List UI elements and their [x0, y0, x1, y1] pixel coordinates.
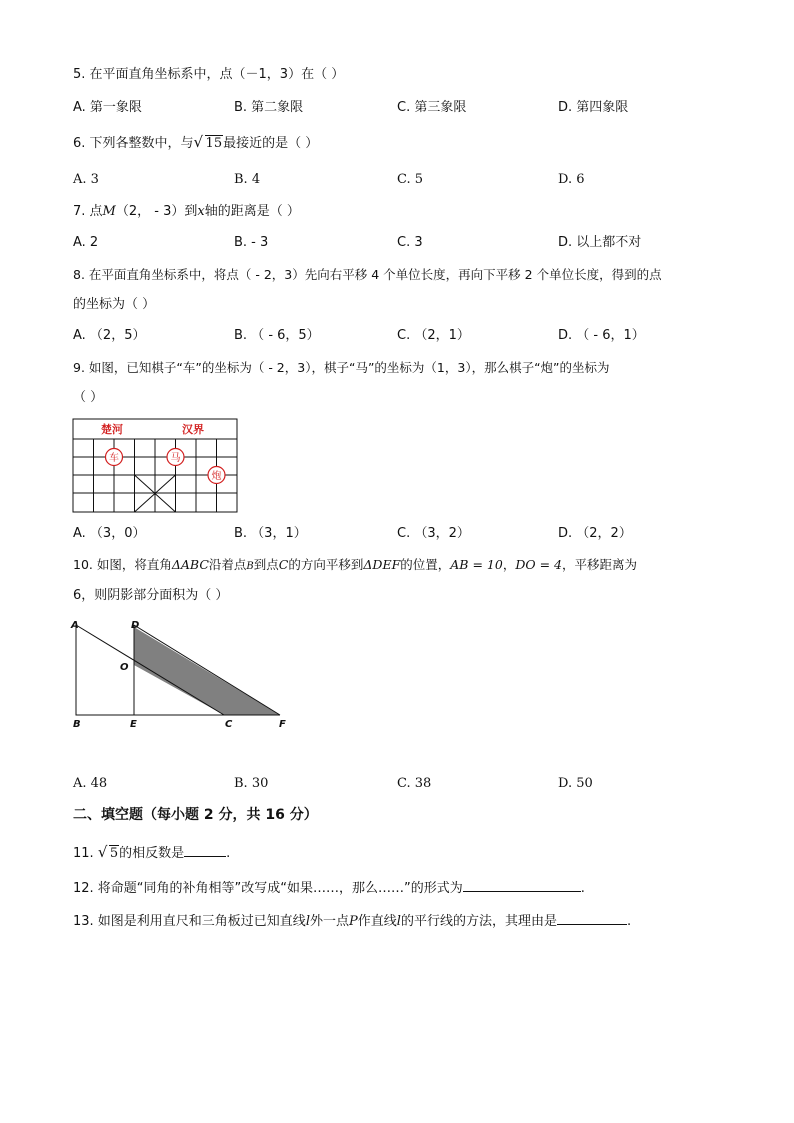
q10-stem-p1: 10. 如图，将直角: [73, 557, 172, 572]
q12-answer-blank[interactable]: [463, 878, 581, 892]
q10-stem-p3: 到点: [253, 557, 279, 572]
q10-stem-p6: ，平移距离为: [561, 557, 637, 572]
label-c: C: [225, 719, 233, 730]
q9-option-d: D. （2，2）: [558, 526, 632, 541]
q10-stem-p5: 的位置，: [400, 557, 451, 572]
label-hanjie: 汉界: [182, 423, 204, 436]
q13-text-p4: 的平行线的方法，其理由是: [400, 914, 557, 929]
q6-option-b: B. 4: [234, 172, 261, 187]
piece-ma-label: 马: [170, 453, 181, 464]
q7-stem-coord: （2， - 3）到: [115, 204, 198, 219]
q6-option-d: D. 6: [558, 172, 585, 187]
q12-text: 12. 将命题“同角的补角相等”改写成“如果……，那么……”的形式为: [73, 881, 463, 896]
q5-option-b: B. 第二象限: [234, 100, 304, 115]
q8-option-c: C. （2，1）: [397, 328, 470, 343]
q7-point-m: M: [102, 204, 116, 219]
q10-do-equation: DO = 4: [515, 557, 562, 572]
q7-stem-prefix: 7. 点: [73, 204, 103, 219]
q11-answer-blank[interactable]: [184, 843, 226, 857]
translation-figure: [68, 614, 298, 734]
piece-che-label: 车: [109, 453, 119, 464]
q6-option-a: A. 3: [73, 172, 99, 187]
q13-text-p3: 作直线: [357, 914, 397, 929]
q10-point-b: B: [246, 561, 254, 572]
q5-option-a: A. 第一象限: [73, 100, 142, 115]
q6-stem: [73, 135, 318, 153]
q7-stem-suffix: 轴的距离是（ ）: [204, 204, 300, 219]
q6-stem-before: 6. 下列各整数中，与: [73, 136, 194, 151]
q6-sqrt: √ 15: [193, 133, 223, 151]
q10-ab-equation: AB = 10: [450, 557, 503, 572]
label-o: O: [120, 662, 129, 673]
q6-stem-after: 最接近的是（ ）: [223, 136, 319, 151]
piece-ma: [167, 449, 184, 466]
label-e: E: [130, 719, 137, 730]
label-a: A: [71, 620, 79, 631]
piece-pao: [208, 467, 225, 484]
q13-line-l-2: l: [396, 914, 401, 929]
piece-pao-label: 炮: [211, 471, 222, 482]
q9-option-b: B. （3，1）: [234, 526, 307, 541]
q13-point-p: P: [349, 914, 358, 929]
q10-point-c: C: [278, 557, 289, 572]
q13-answer-blank[interactable]: [557, 911, 627, 925]
q9-stem-line2: （ ）: [73, 390, 104, 405]
q13-text-p1: 13. 如图是利用直尺和三角板过已知直线: [73, 914, 306, 929]
label-d: D: [131, 620, 140, 631]
q6-option-c: C. 5: [397, 172, 424, 187]
piece-che: [106, 449, 123, 466]
q10-stem-p4: 的方向平移到: [288, 557, 364, 572]
q10-stem-line2: 6，则阴影部分面积为（ ）: [73, 588, 229, 603]
q11-stem: [73, 843, 230, 863]
chessboard-figure: [72, 418, 240, 514]
label-f: F: [279, 719, 286, 730]
q5-stem: 5. 在平面直角坐标系中，点（－1，3）在（ ）: [73, 67, 345, 82]
q10-triangle-def: ΔDEF: [363, 557, 401, 572]
label-chuhe: 楚河: [101, 423, 123, 436]
q9-stem-line1: 9. 如图，已知棋子“车”的坐标为（ - 2，3），棋子“马”的坐标为（1，3），那么棋子“炮”的坐标为: [73, 360, 610, 375]
q7-option-d: D. 以上都不对: [558, 235, 642, 250]
q10-stem-p2: 沿着点: [208, 557, 247, 572]
q13-line-l: l: [305, 914, 310, 929]
q13-end: .: [626, 914, 632, 929]
q11-number: 11.: [73, 846, 94, 861]
q12-end: .: [580, 881, 585, 896]
q13-stem: [73, 911, 631, 931]
q7-option-a: A. 2: [73, 235, 99, 250]
q7-option-c: C. 3: [397, 235, 423, 250]
q8-stem-line2: 的坐标为（ ）: [73, 297, 156, 312]
q11-radicand: 5: [109, 846, 119, 861]
q10-option-d: D. 50: [558, 776, 593, 791]
q11-text: 的相反数是: [119, 846, 185, 861]
section-2-title: 二、填空题（每小题 2 分，共 16 分）: [73, 807, 318, 823]
label-b: B: [73, 719, 81, 730]
q10-option-b: B. 30: [234, 776, 269, 791]
q8-option-b: B. （ - 6，5）: [234, 328, 320, 343]
q10-comma: ，: [502, 557, 516, 572]
q5-option-c: C. 第三象限: [397, 100, 467, 115]
q7-stem: [73, 203, 300, 221]
q11-sqrt: √ 5: [97, 843, 119, 861]
q10-option-c: C. 38: [397, 776, 432, 791]
q9-option-a: A. （3，0）: [73, 526, 146, 541]
q10-stem-line1: [73, 556, 637, 576]
q8-option-a: A. （2，5）: [73, 328, 146, 343]
q12-stem: [73, 878, 585, 898]
q6-radicand: 15: [205, 136, 223, 151]
q11-end: .: [226, 846, 231, 861]
q13-text-p2: 外一点: [309, 914, 349, 929]
q8-option-d: D. （ - 6，1）: [558, 328, 645, 343]
q7-option-b: B. - 3: [234, 235, 269, 250]
q5-option-d: D. 第四象限: [558, 100, 629, 115]
q10-option-a: A. 48: [73, 776, 108, 791]
q8-stem-line1: 8. 在平面直角坐标系中，将点（ - 2，3）先向右平移 4 个单位长度，再向下平移 2 个单位长度，得到的点: [73, 267, 662, 282]
q10-triangle-abc: ΔABC: [171, 557, 209, 572]
q7-axis-x: x: [197, 204, 205, 219]
q9-option-c: C. （3，2）: [397, 526, 470, 541]
